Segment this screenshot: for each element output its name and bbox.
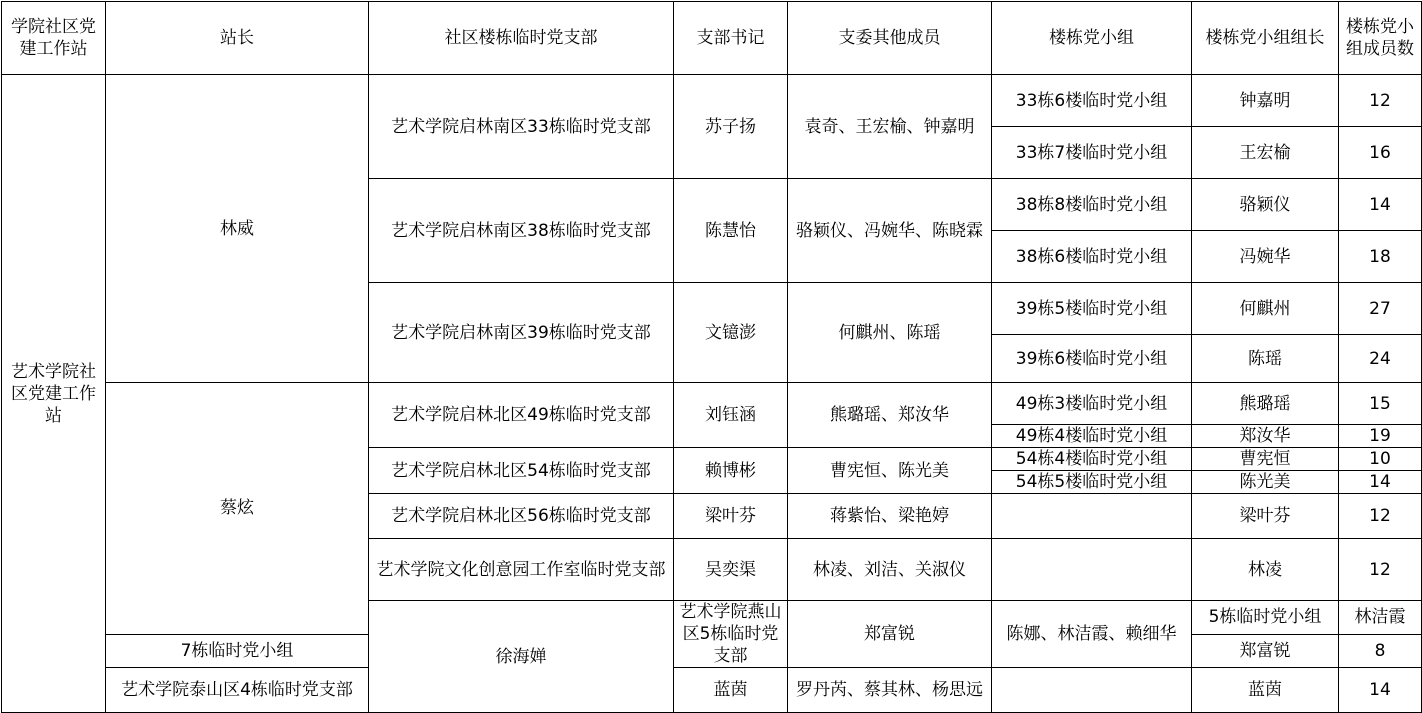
branch-cell: 艺术学院启林南区39栋临时党支部: [369, 283, 674, 383]
count-cell: 15: [1339, 383, 1422, 425]
header-station: 学院社区党建工作站: [2, 2, 106, 75]
leader-cell: 梁叶芬: [1192, 494, 1339, 539]
leader-cell: 蓝茵: [1192, 668, 1339, 713]
branch-cell: 艺术学院启林南区38栋临时党支部: [369, 179, 674, 283]
count-cell: 16: [1339, 127, 1422, 179]
group-cell: 39栋5楼临时党小组: [992, 283, 1192, 335]
leader-cell: 冯婉华: [1192, 231, 1339, 283]
count-cell: 8: [1339, 634, 1422, 668]
secretary-cell: 蓝茵: [674, 668, 788, 713]
group-cell: 49栋4楼临时党小组: [992, 425, 1192, 448]
secretary-cell: 赖博彬: [674, 448, 788, 494]
group-cell: 38栋6楼临时党小组: [992, 231, 1192, 283]
leader-cell: 陈光美: [1192, 471, 1339, 494]
group-cell: 7栋临时党小组: [106, 634, 369, 668]
leader-cell: 王宏榆: [1192, 127, 1339, 179]
secretary-cell: 刘钰涵: [674, 383, 788, 448]
secretary-cell: 吴奕渠: [674, 539, 788, 601]
group-cell: [992, 539, 1192, 601]
leader-cell: 郑汝华: [1192, 425, 1339, 448]
header-members: 支委其他成员: [788, 2, 992, 75]
members-cell: 熊璐瑶、郑汝华: [788, 383, 992, 448]
count-cell: 14: [1339, 471, 1422, 494]
count-cell: 14: [1339, 179, 1422, 231]
group-cell: 39栋6楼临时党小组: [992, 335, 1192, 383]
table-row: [2, 668, 1422, 713]
branch-cell: 艺术学院泰山区4栋临时党支部: [106, 668, 369, 713]
secretary-cell: 苏子扬: [674, 75, 788, 179]
leader-cell: 陈瑶: [1192, 335, 1339, 383]
members-cell: 何麒州、陈瑶: [788, 283, 992, 383]
branch-cell: 艺术学院启林南区33栋临时党支部: [369, 75, 674, 179]
count-cell: 19: [1339, 425, 1422, 448]
members-cell: 林凌、刘洁、关淑仪: [788, 539, 992, 601]
leader-cell: 林洁霞: [1339, 601, 1422, 635]
members-cell: 罗丹芮、蔡其林、杨思远: [788, 668, 992, 713]
members-cell: 袁奇、王宏榆、钟嘉明: [788, 75, 992, 179]
station-cell: 艺术学院社区党建工作站: [2, 75, 106, 713]
members-cell: 陈娜、林洁霞、赖细华: [992, 601, 1192, 668]
head-cell: 蔡炫: [106, 383, 369, 635]
members-cell: 曹宪恒、陈光美: [788, 448, 992, 494]
members-cell: 蒋紫怡、梁艳婷: [788, 494, 992, 539]
group-cell: [992, 494, 1192, 539]
secretary-cell: 郑富锐: [788, 601, 992, 668]
leader-cell: 曹宪恒: [1192, 448, 1339, 471]
leader-cell: 林凌: [1192, 539, 1339, 601]
branch-cell: 艺术学院启林北区49栋临时党支部: [369, 383, 674, 448]
header-leader: 楼栋党小组组长: [1192, 2, 1339, 75]
group-cell: 49栋3楼临时党小组: [992, 383, 1192, 425]
header-secretary: 支部书记: [674, 2, 788, 75]
secretary-cell: 文镱澎: [674, 283, 788, 383]
count-cell: 12: [1339, 539, 1422, 601]
header-head: 站长: [106, 2, 369, 75]
count-cell: 12: [1339, 494, 1422, 539]
branch-cell: 艺术学院启林北区56栋临时党支部: [369, 494, 674, 539]
leader-cell: 郑富锐: [1192, 634, 1339, 668]
table-row: [2, 383, 1422, 425]
count-cell: 24: [1339, 335, 1422, 383]
header-row: [2, 2, 1422, 75]
secretary-cell: 陈慧怡: [674, 179, 788, 283]
group-cell: 33栋7楼临时党小组: [992, 127, 1192, 179]
members-cell: 骆颖仪、冯婉华、陈晓霖: [788, 179, 992, 283]
header-branch: 社区楼栋临时党支部: [369, 2, 674, 75]
group-cell: 38栋8楼临时党小组: [992, 179, 1192, 231]
count-cell: 14: [1339, 668, 1422, 713]
group-cell: 54栋4楼临时党小组: [992, 448, 1192, 471]
group-cell: 54栋5楼临时党小组: [992, 471, 1192, 494]
table-row: [2, 75, 1422, 127]
header-group: 楼栋党小组: [992, 2, 1192, 75]
head-cell: 徐海婵: [369, 601, 674, 713]
header-count: 楼栋党小组成员数: [1339, 2, 1422, 75]
count-cell: 27: [1339, 283, 1422, 335]
leader-cell: 熊璐瑶: [1192, 383, 1339, 425]
branch-cell: 艺术学院燕山区5栋临时党支部: [674, 601, 788, 668]
count-cell: 12: [1339, 75, 1422, 127]
branch-cell: 艺术学院启林北区54栋临时党支部: [369, 448, 674, 494]
party-branch-table: [1, 1, 1422, 713]
head-cell: 林威: [106, 75, 369, 383]
leader-cell: 钟嘉明: [1192, 75, 1339, 127]
count-cell: 18: [1339, 231, 1422, 283]
leader-cell: 骆颖仪: [1192, 179, 1339, 231]
leader-cell: 何麒州: [1192, 283, 1339, 335]
branch-cell: 艺术学院文化创意园工作室临时党支部: [369, 539, 674, 601]
group-cell: 5栋临时党小组: [1192, 601, 1339, 635]
count-cell: 10: [1339, 448, 1422, 471]
group-cell: [992, 668, 1192, 713]
group-cell: 33栋6楼临时党小组: [992, 75, 1192, 127]
secretary-cell: 梁叶芬: [674, 494, 788, 539]
